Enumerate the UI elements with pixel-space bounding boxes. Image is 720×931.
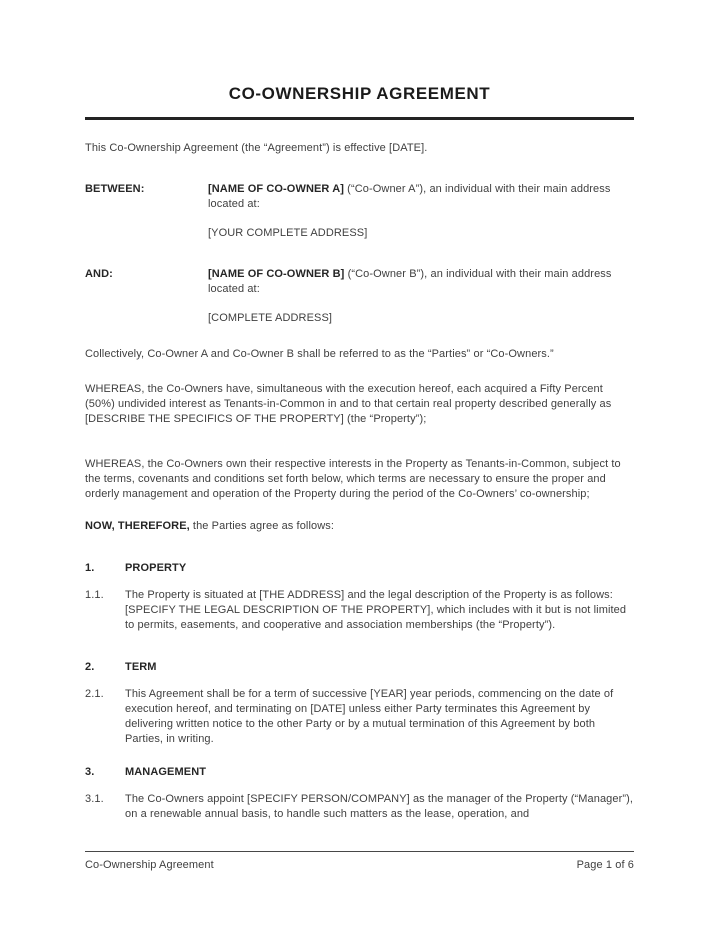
clause-1-1-text: The Property is situated at [THE ADDRESS] and the legal description of the Property is as follows: [SPECIFY THE LEGAL DESCRIPTION OF THE PROPERTY], which includes with it but is not limited to permits, easements, and cooperative and association memberships (the “Property”).	[125, 589, 627, 631]
section-1-heading	[85, 561, 634, 576]
co-owner-b-desc: (“Co-Owner B”), an individual with their main address located at:	[208, 268, 612, 295]
co-owner-b-address: [COMPLETE ADDRESS]	[208, 312, 333, 324]
clause-2-1	[85, 687, 634, 747]
section-2-number: 2.	[85, 661, 95, 673]
whereas-1-paragraph: WHEREAS, the Co-Owners have, simultaneous with the execution hereof, each acquired a Fifty Percent (50%) undivided interest as Tenants-in-Common in and to that certain real property described generally as [DESCRIBE THE SPECIFICS OF THE PROPERTY] (the “Property”);	[85, 383, 612, 425]
footer-row	[85, 858, 634, 872]
co-owner-a-name: [NAME OF CO-OWNER A]	[208, 183, 345, 195]
clause-1-1	[85, 588, 634, 633]
section-3-number: 3.	[85, 766, 95, 778]
clause-3-1-number: 3.1.	[85, 793, 104, 805]
section-2-heading	[85, 660, 634, 675]
co-owner-a-desc: (“Co-Owner A”), an individual with their main address located at:	[208, 183, 611, 210]
clause-3-1-text: The Co-Owners appoint [SPECIFY PERSON/COMPANY] as the manager of the Property (“Manager”), on a renewable annual basis, to handle such matters as the lease, operation, and	[125, 793, 634, 820]
clause-3-1	[85, 792, 634, 822]
co-owner-a-address: [YOUR COMPLETE ADDRESS]	[208, 227, 368, 239]
now-therefore-paragraph	[85, 519, 634, 534]
section-3-title: MANAGEMENT	[125, 766, 207, 778]
between-block	[85, 182, 634, 241]
whereas-2-paragraph: WHEREAS, the Co-Owners own their respective interests in the Property as Tenants-in-Common, subject to the terms, covenants and conditions set forth below, which terms are necessary to ensure the proper and orderly management and operation of the Property during the period of the Co-Owners’ co-ownership;	[85, 458, 621, 500]
co-owner-a-line	[208, 182, 634, 212]
page-footer	[85, 851, 634, 872]
clause-2-1-number: 2.1.	[85, 688, 104, 700]
now-therefore-lead: NOW, THEREFORE,	[85, 520, 190, 532]
title-divider	[85, 117, 634, 120]
clause-2-1-text: This Agreement shall be for a term of successive [YEAR] year periods, commencing on the date of execution hereof, and terminating on [DATE] unless either Party terminates this Agreement by delivering written notice to the other Party or by a mutual termination of this Agreement by both Parties, in writing.	[125, 688, 614, 745]
footer-divider	[85, 851, 634, 852]
and-label: AND:	[85, 268, 113, 280]
collectively-paragraph: Collectively, Co-Owner A and Co-Owner B shall be referred to as the “Parties” or “Co-Owners.”	[85, 348, 554, 360]
co-owner-b-name: [NAME OF CO-OWNER B]	[208, 268, 345, 280]
footer-document-title: Co-Ownership Agreement	[85, 859, 214, 871]
section-1-title: PROPERTY	[125, 562, 187, 574]
and-body	[208, 267, 634, 326]
clause-1-1-number: 1.1.	[85, 589, 104, 601]
between-label: BETWEEN:	[85, 183, 145, 195]
section-2-title: TERM	[125, 661, 157, 673]
and-block	[85, 267, 634, 326]
footer-page-number: Page 1 of 6	[576, 859, 634, 871]
section-1-number: 1.	[85, 562, 95, 574]
between-body	[208, 182, 634, 241]
now-therefore-rest: the Parties agree as follows:	[189, 520, 335, 532]
document-title: CO-OWNERSHIP AGREEMENT	[228, 84, 491, 103]
co-owner-b-line	[208, 267, 634, 297]
intro-paragraph: This Co-Ownership Agreement (the “Agreement”) is effective [DATE].	[85, 142, 428, 154]
section-3-heading	[85, 765, 634, 780]
